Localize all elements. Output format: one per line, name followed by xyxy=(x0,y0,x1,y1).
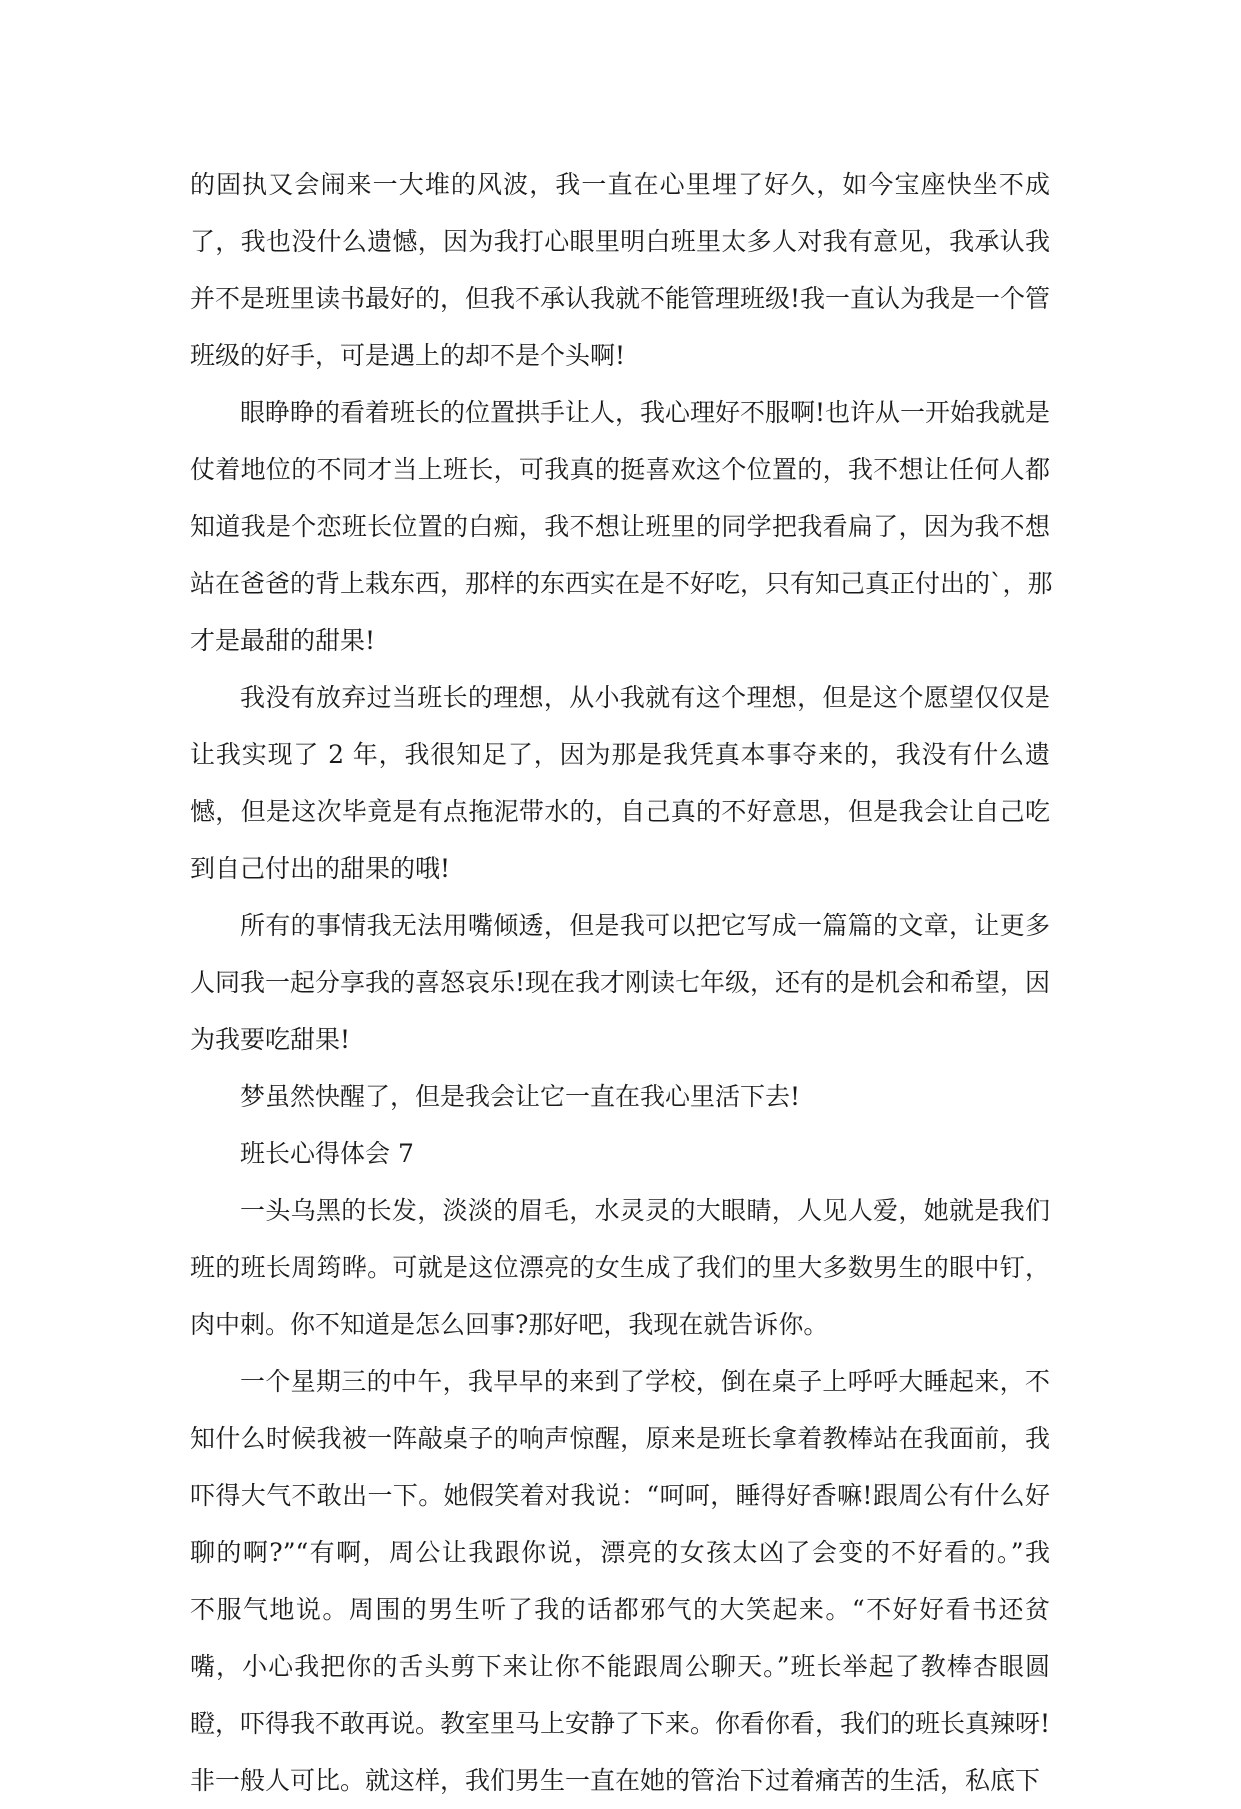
text-line: 眼睁睁的看着班长的位置拱手让人，我心理好不服啊!也许从一开始我就是 xyxy=(240,398,1051,427)
text-line: 瞪，吓得我不敢再说。教室里马上安静了下来。你看你看，我们的班长真辣呀! xyxy=(190,1709,1051,1738)
text-line: 班的班长周筠晔。可就是这位漂亮的女生成了我们的里大多数男生的眼中钉， xyxy=(190,1253,1050,1282)
paragraph xyxy=(190,1125,1050,1182)
text-line: 仗着地位的不同才当上班长，可我真的挺喜欢这个位置的，我不想让任何人都 xyxy=(190,455,1050,484)
text-line: 让我实现了 2 年，我很知足了，因为那是我凭真本事夺来的，我没有什么遗 xyxy=(190,740,1050,769)
text-line: 知道我是个恋班长位置的白痴，我不想让班里的同学把我看扁了，因为我不想 xyxy=(190,512,1050,541)
text-line: 了，我也没什么遗憾，因为我打心眼里明白班里太多人对我有意见，我承认我 xyxy=(190,227,1050,256)
text-line: 知什么时候我被一阵敲桌子的响声惊醒，原来是班长拿着教棒站在我面前，我 xyxy=(190,1424,1050,1453)
paragraph xyxy=(190,1353,1050,1809)
paragraph xyxy=(190,156,1050,384)
text-line: 并不是班里读书最好的，但我不承认我就不能管理班级!我一直认为我是一个管 xyxy=(190,284,1051,313)
text-line: 站在爸爸的背上栽东西，那样的东西实在是不好吃，只有知己真正付出的`，那 xyxy=(190,569,1053,598)
text-line: 人同我一起分享我的喜怒哀乐!现在我才刚读七年级，还有的是机会和希望，因 xyxy=(190,968,1051,997)
text-line: 不服气地说。周围的男生听了我的话都邪气的大笑起来。“不好好看书还贫 xyxy=(190,1595,1050,1624)
text-line: 到自己付出的甜果的哦! xyxy=(190,854,451,883)
text-line: 为我要吃甜果! xyxy=(190,1025,351,1054)
text-line: 梦虽然快醒了，但是我会让它一直在我心里活下去! xyxy=(240,1082,801,1111)
text-line: 所有的事情我无法用嘴倾透，但是我可以把它写成一篇篇的文章，让更多 xyxy=(240,911,1050,940)
paragraph xyxy=(190,1068,1050,1125)
text-line: 吓得大气不敢出一下。她假笑着对我说：“呵呵，睡得好香嘛!跟周公有什么好 xyxy=(190,1481,1050,1510)
paragraph xyxy=(190,384,1053,669)
text-line: 班长心得体会 7 xyxy=(240,1139,414,1168)
text-line: 一个星期三的中午，我早早的来到了学校，倒在桌子上呼呼大睡起来，不 xyxy=(240,1367,1050,1396)
text-line: 才是最甜的甜果! xyxy=(190,626,376,655)
document-body xyxy=(190,156,1053,1809)
paragraph xyxy=(190,1182,1050,1353)
text-line: 的固执又会闹来一大堆的风波，我一直在心里埋了好久，如今宝座快坐不成 xyxy=(190,170,1050,199)
text-line: 我没有放弃过当班长的理想，从小我就有这个理想，但是这个愿望仅仅是 xyxy=(240,683,1050,712)
text-line: 聊的啊?”“有啊，周公让我跟你说，漂亮的女孩太凶了会变的不好看的。”我 xyxy=(190,1538,1050,1567)
text-line: 一头乌黑的长发，淡淡的眉毛，水灵灵的大眼睛，人见人爱，她就是我们 xyxy=(240,1196,1050,1225)
text-line: 肉中刺。你不知道是怎么回事?那好吧，我现在就告诉你。 xyxy=(190,1310,829,1339)
text-line: 嘴，小心我把你的舌头剪下来让你不能跟周公聊天。”班长举起了教棒杏眼圆 xyxy=(190,1652,1050,1681)
paragraph xyxy=(190,669,1050,897)
paragraph xyxy=(190,897,1050,1068)
text-line: 班级的好手，可是遇上的却不是个头啊! xyxy=(190,341,626,370)
text-line: 非一般人可比。就这样，我们男生一直在她的管治下过着痛苦的生活，私底下 xyxy=(190,1766,1041,1795)
text-line: 憾，但是这次毕竟是有点拖泥带水的，自己真的不好意思，但是我会让自己吃 xyxy=(190,797,1050,826)
